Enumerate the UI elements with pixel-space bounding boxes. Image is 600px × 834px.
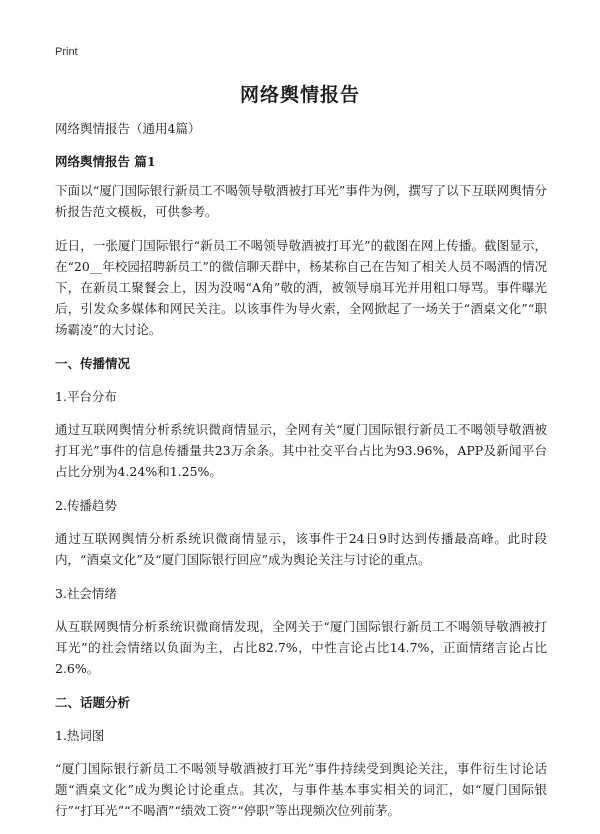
- intro-paragraph: 下面以“厦门国际银行新员工不喝领导敬酒被打耳光”事件为例，撰写了以下互联网舆情分析报告范文模板，可供参考。: [55, 183, 547, 219]
- document-subtitle: 网络舆情报告（通用4篇）: [55, 121, 201, 136]
- platform-paragraph: 通过互联网舆情分析系统识微商情显示，全网有关“厦门国际银行新员工不喝领导敬酒被打耳光”事件的信息传播量共23万余条。其中社交平台占比为93.96%，APP及新闻平台占比分别为4.24%和1.25%。: [55, 422, 547, 479]
- subheading-trend: 2.传播趋势: [55, 498, 117, 513]
- heading-topics: 二、话题分析: [55, 695, 131, 710]
- subheading-sentiment: 3.社会情绪: [55, 586, 117, 601]
- subheading-hotwords: 1.热词图: [55, 728, 105, 743]
- print-label[interactable]: Print: [55, 46, 78, 58]
- section-title: 网络舆情报告 篇1: [55, 154, 156, 169]
- background-paragraph: 近日，一张厦门国际银行“新员工不喝领导敬酒被打耳光”的截图在网上传播。截图显示，在“20__年校园招聘新员工”的微信聊天群中，杨某称自己在告知了相关人员不喝酒的情况下，在新员工聚餐会上，因为没喝“A角”敬的酒，被领导扇耳光并用粗口辱骂。事件曝光后，引发众多媒体和网民关注。以该事件为导火索，全网掀起了一场关于“酒桌文化”“职场霸凌”的大讨论。: [55, 238, 547, 337]
- trend-paragraph: 通过互联网舆情分析系统识微商情显示，该事件于24日9时达到传播最高峰。此时段内，“酒桌文化”及“厦门国际银行回应”成为舆论关注与讨论的重点。: [55, 531, 547, 567]
- document-body: [55, 118, 547, 834]
- page-title: 网络舆情报告: [239, 84, 360, 106]
- sentiment-paragraph: 从互联网舆情分析系统识微商情发现，全网关于“厦门国际银行新员工不喝领导敬酒被打耳光”的社会情绪以负面为主，占比82.7%，中性言论占比14.7%，正面情绪言论占比2.6%。: [55, 619, 547, 676]
- heading-spread: 一、传播情况: [55, 356, 131, 371]
- hotwords-paragraph: “厦门国际银行新员工不喝领导敬酒被打耳光”事件持续受到舆论关注，事件衍生讨论话题“酒桌文化”成为舆论讨论重点。其次，与事件基本事实相关的词汇，如“厦门国际银行”“打耳光”“不喝酒”“绩效工资”“停职”等出现频次位列前茅。: [55, 761, 547, 818]
- subheading-platform: 1.平台分布: [55, 389, 117, 404]
